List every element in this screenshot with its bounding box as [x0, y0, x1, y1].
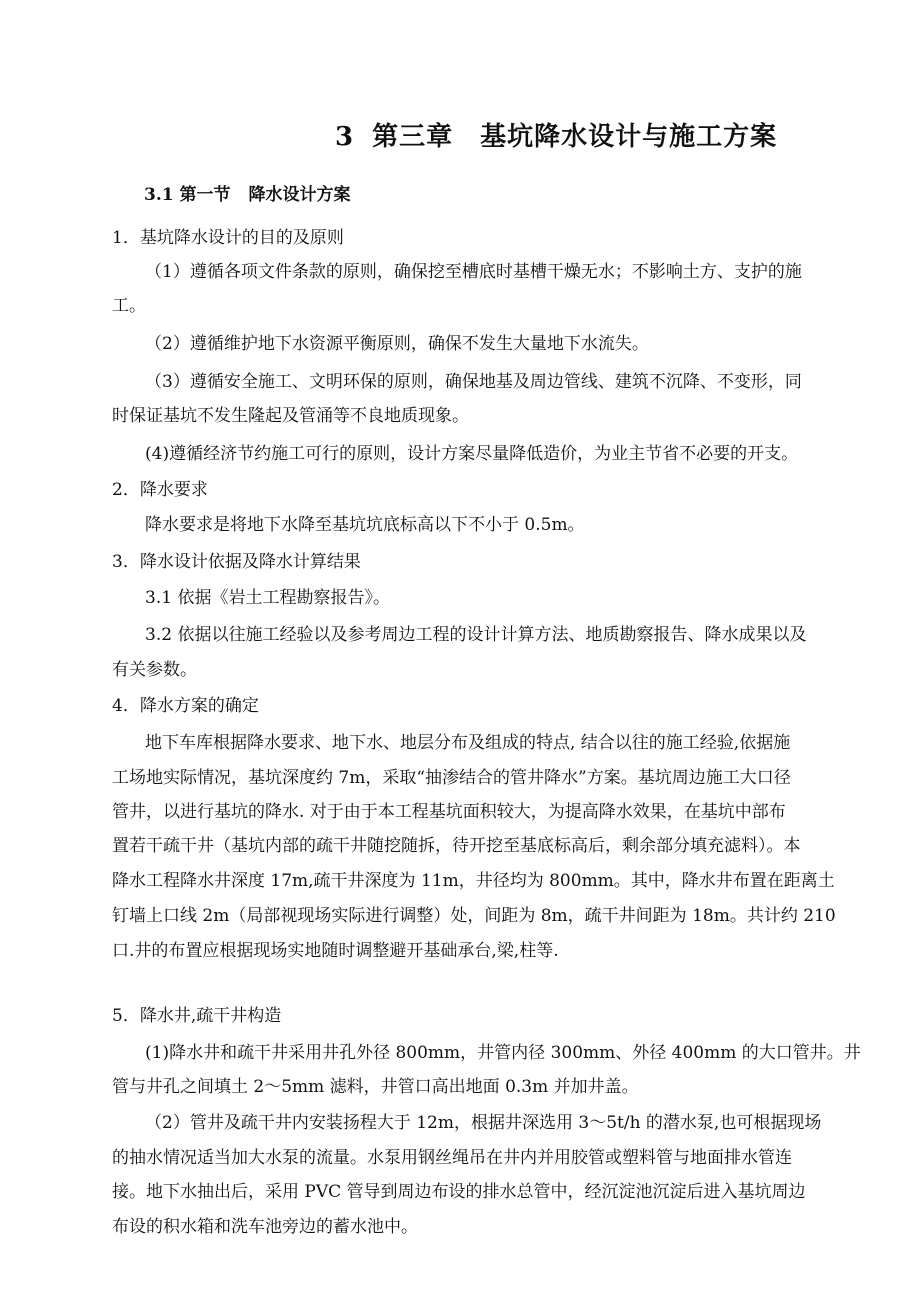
paragraph-line: (1)降水井和疏干井采用井孔外径 800mm，井管内径 300mm、外径 400mm 的大口管井。井 [145, 1043, 861, 1063]
paragraph-line: 地下车库根据降水要求、地下水、地层分布及组成的特点, 结合以往的施工经验,依据施 [145, 733, 791, 753]
section-heading [144, 180, 351, 205]
section-title: 降水设计方案 [248, 185, 351, 205]
chapter-title [335, 116, 777, 153]
section-label: 第一节 [179, 185, 231, 205]
heading-5: 5．降水井,疏干井构造 [112, 1006, 282, 1026]
paragraph-line: 的抽水情况适当加大水泵的流量。水泵用钢丝绳吊在井内并用胶管或塑料管与地面排水管连 [112, 1148, 792, 1168]
paragraph-line: 置若干疏干井（基坑内部的疏干井随挖随拆，待开挖至基底标高后，剩余部分填充滤料）。本 [112, 836, 801, 856]
chapter-number: 3 [335, 122, 355, 152]
chapter-title-text: 第三章 基坑降水设计与施工方案 [372, 122, 778, 152]
paragraph-line: 布设的积水箱和洗车池旁边的蓄水池中。 [112, 1217, 418, 1237]
paragraph-line: （1）遵循各项文件条款的原则，确保挖至槽底时基槽干燥无水；不影响土方、支护的施 [145, 262, 802, 282]
paragraph-line: 口.井的布置应根据现场实地随时调整避开基础承台,梁,柱等. [112, 941, 559, 961]
paragraph-line: 3.1 依据《岩土工程勘察报告》。 [145, 588, 390, 608]
section-number: 3.1 [144, 185, 174, 205]
paragraph-line: 管与井孔之间填土 2～5mm 滤料，井管口高出地面 0.3m 并加井盖。 [112, 1077, 639, 1097]
paragraph-line: 3.2 依据以往施工经验以及参考周边工程的设计计算方法、地质勘察报告、降水成果以及 [145, 625, 807, 645]
paragraph-line: 钉墙上口线 2m（局部视现场实际进行调整）处，间距为 8m，疏干井间距为 18m。共计约 210 [112, 906, 836, 926]
paragraph-line: （2）遵循维护地下水资源平衡原则，确保不发生大量地下水流失。 [145, 334, 649, 354]
heading-1: 1．基坑降水设计的目的及原则 [112, 228, 344, 248]
paragraph-line: 工。 [112, 296, 146, 316]
paragraph-line: 有关参数。 [112, 660, 197, 680]
heading-3: 3．降水设计依据及降水计算结果 [112, 552, 361, 572]
paragraph-line: 降水要求是将地下水降至基坑坑底标高以下不小于 0.5m。 [145, 515, 585, 535]
heading-4: 4．降水方案的确定 [112, 696, 259, 716]
paragraph-line: (4)遵循经济节约施工可行的原则，设计方案尽量降低造价，为业主节省不必要的开支。 [145, 444, 799, 464]
paragraph-line: （3）遵循安全施工、文明环保的原则，确保地基及周边管线、建筑不沉降、不变形，同 [145, 372, 802, 392]
paragraph-line: 时保证基坑不发生隆起及管涌等不良地质现象。 [112, 406, 469, 426]
paragraph-line: 接。地下水抽出后，采用 PVC 管导到周边布设的排水总管中，经沉淀池沉淀后进入基坑周边 [112, 1182, 806, 1202]
heading-2: 2．降水要求 [112, 480, 208, 500]
paragraph-line: （2）管井及疏干井内安装扬程大于 12m，根据井深选用 3～5t/h 的潜水泵,也可根据现场 [145, 1113, 822, 1133]
paragraph-line: 管井，以进行基坑的降水. 对于由于本工程基坑面积较大，为提高降水效果，在基坑中部布 [112, 802, 786, 822]
paragraph-line: 工场地实际情况，基坑深度约 7m，采取“抽渗结合的管井降水”方案。基坑周边施工大口径 [112, 768, 791, 788]
paragraph-line: 降水工程降水井深度 17m,疏干井深度为 11m，井径均为 800mm。其中，降水井布置在距离土 [112, 871, 835, 891]
